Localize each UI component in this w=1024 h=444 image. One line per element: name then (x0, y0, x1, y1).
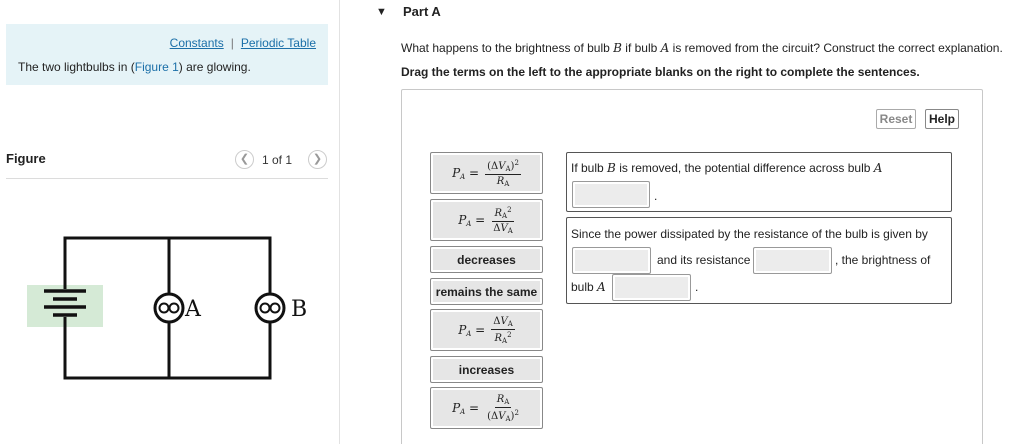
chevron-left-icon[interactable]: ❮ (235, 150, 254, 169)
term-increases[interactable]: increases (430, 356, 543, 383)
question-part: if bulb (621, 41, 661, 55)
term-power-formula-3[interactable] (430, 309, 543, 351)
instruction-text: Drag the terms on the left to the appropriate blanks on the right to complete the sentences. (401, 65, 920, 79)
formula-denominator: $(\Delta V_A)^2$ (487, 408, 519, 423)
help-button[interactable]: Help (925, 109, 959, 129)
periodic-table-link[interactable]: Periodic Table (240, 36, 316, 50)
info-links (170, 36, 316, 50)
term-remains-the-same[interactable]: remains the same (430, 278, 543, 305)
term-power-formula-1[interactable] (430, 152, 543, 194)
chevron-right-icon[interactable]: ❯ (308, 150, 327, 169)
sentence-box-2 (566, 217, 952, 304)
formula-numerator: $R_A^2$ (494, 205, 512, 220)
sentence-var-b: B (607, 161, 616, 175)
sentence-part: bulb (571, 280, 598, 294)
bulb-b-icon (256, 294, 284, 322)
sentence-part: If bulb (571, 161, 608, 175)
formula-numerator: $(\Delta V_A)^2$ (487, 158, 519, 173)
info-box (6, 24, 328, 85)
formula-lhs: $P_A$ = (458, 212, 486, 228)
figure-counter: 1 of 1 (262, 153, 293, 167)
bulb-a-label: A (185, 297, 201, 322)
sentence-1-period: . (654, 189, 658, 203)
circuit-diagram (22, 230, 322, 388)
sentence-2-text-4 (571, 280, 606, 294)
blank-1[interactable] (572, 181, 650, 208)
sentence-part: is removed, the potential difference across bulb (615, 161, 874, 175)
drag-drop-area (401, 89, 983, 444)
blank-3[interactable] (753, 247, 832, 274)
left-panel (0, 0, 340, 444)
formula-numerator: $R_A$ (496, 393, 510, 406)
triangle-down-icon[interactable]: ▼ (376, 6, 387, 18)
sentence-2-text-1: Since the power dissipated by the resistance of the bulb is given by (571, 227, 928, 241)
sentence-2-period: . (695, 280, 699, 294)
question-var-a: A (660, 41, 670, 55)
blank-4[interactable] (612, 274, 691, 301)
sentence-box-1 (566, 152, 952, 212)
problem-statement (18, 60, 251, 74)
bulb-a-icon (155, 294, 183, 322)
question-part: What happens to the brightness of bulb (401, 41, 614, 55)
bulb-b-label: B (291, 297, 308, 322)
link-separator: | (230, 36, 234, 50)
formula-lhs: $P_A$ = (458, 322, 486, 338)
sentence-var-a: A (873, 161, 883, 175)
question-text (401, 41, 1003, 55)
figure-title: Figure (6, 151, 46, 166)
term-decreases[interactable]: decreases (430, 246, 543, 273)
problem-text-start: The two lightbulbs in ( (18, 60, 135, 74)
term-power-formula-2[interactable] (430, 199, 543, 241)
formula-denominator: $R_A^2$ (494, 330, 512, 345)
term-power-formula-4[interactable] (430, 387, 543, 429)
part-label: Part A (403, 4, 441, 19)
sentence-2-text-2: and its resistance (657, 253, 751, 267)
blank-2[interactable] (572, 247, 651, 274)
formula-lhs: $P_A$ = (452, 165, 480, 181)
problem-text-end: ) are glowing. (178, 60, 251, 74)
formula-denominator: $\Delta V_A$ (493, 222, 513, 235)
question-part: is removed from the circuit? Construct the correct explanation. (669, 41, 1003, 55)
formula-denominator: $R_A$ (496, 175, 510, 188)
sentence-1-text (571, 161, 882, 175)
figure-link[interactable]: Figure 1 (134, 60, 179, 74)
formula-lhs: $P_A$ = (452, 400, 480, 416)
sentence-2-text-3: , the brightness of (835, 253, 931, 267)
reset-button[interactable]: Reset (876, 109, 916, 129)
question-var-b: B (613, 41, 622, 55)
formula-numerator: $\Delta V_A$ (493, 315, 513, 328)
constants-link[interactable]: Constants (169, 36, 224, 50)
sentence-var-a: A (597, 280, 606, 294)
figure-header (6, 150, 328, 179)
